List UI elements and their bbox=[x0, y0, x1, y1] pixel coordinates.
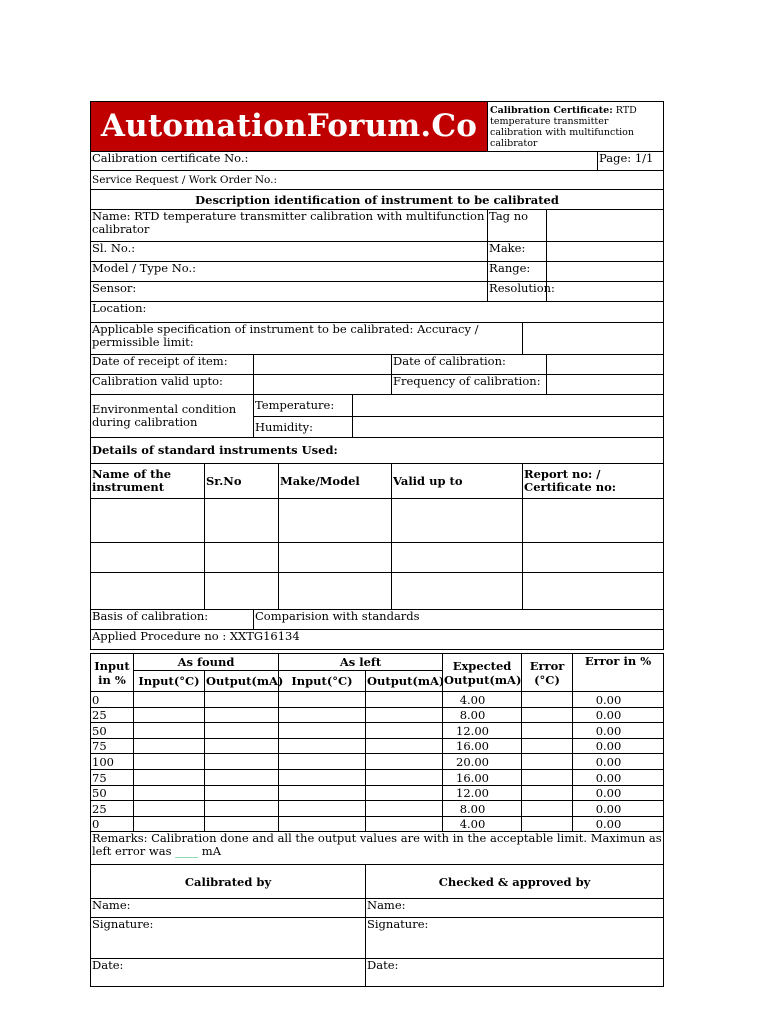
result-row bbox=[91, 769, 664, 785]
as-found-output-cell bbox=[205, 723, 279, 739]
error-cell bbox=[522, 738, 573, 754]
as-left-output-cell bbox=[366, 754, 443, 770]
input-pct-cell: 25 bbox=[91, 801, 134, 817]
col-error: Error (°C) bbox=[522, 654, 573, 692]
input-pct-cell: 25 bbox=[91, 707, 134, 723]
as-found-input-cell bbox=[134, 769, 205, 785]
as-found-input-cell bbox=[134, 801, 205, 817]
remarks-blank: ____ bbox=[175, 844, 199, 859]
as-found-output-cell bbox=[205, 816, 279, 832]
as-found-input-cell bbox=[134, 738, 205, 754]
valid-upto-value bbox=[254, 375, 392, 395]
result-row bbox=[91, 707, 664, 723]
as-found-input-cell bbox=[134, 785, 205, 801]
instrument-name-label: Name: RTD temperature transmitter calibration with multifunction calibrator bbox=[91, 210, 488, 242]
input-pct-cell: 75 bbox=[91, 738, 134, 754]
certificate-title bbox=[488, 102, 664, 152]
certificate-title-text: RTD temperature transmitter calibration with multifunction calibrator bbox=[490, 104, 637, 149]
basis-value: Comparision with standards bbox=[254, 610, 664, 630]
standards-col-report: Report no: / Certificate no: bbox=[523, 464, 664, 499]
as-found-input-cell bbox=[134, 754, 205, 770]
as-left-input-cell bbox=[279, 785, 366, 801]
col-error-pct: Error in % bbox=[573, 654, 664, 692]
standards-col-name: Name of the instrument bbox=[91, 464, 205, 499]
calibrated-by-heading: Calibrated by bbox=[91, 865, 366, 899]
basis-label: Basis of calibration: bbox=[91, 610, 254, 630]
error-cell bbox=[522, 769, 573, 785]
calibrated-by-date: Date: bbox=[91, 959, 366, 987]
error-cell bbox=[522, 723, 573, 739]
tag-no-label: Tag no bbox=[488, 210, 547, 242]
as-found-input-cell bbox=[134, 692, 205, 708]
service-request-label: Service Request / Work Order No.: bbox=[91, 171, 664, 190]
expected-output-cell: 12.00 bbox=[443, 723, 522, 739]
receipt-date-value bbox=[254, 355, 392, 375]
error-cell bbox=[522, 692, 573, 708]
input-pct-cell: 100 bbox=[91, 754, 134, 770]
result-row bbox=[91, 785, 664, 801]
resolution-label: Resolution: bbox=[488, 282, 547, 302]
as-left-output-cell bbox=[366, 785, 443, 801]
certificate-title-label: Calibration Certificate: bbox=[490, 104, 613, 116]
calibrated-by-name: Name: bbox=[91, 899, 366, 918]
standards-col-valid: Valid up to bbox=[392, 464, 523, 499]
sensor-label: Sensor: bbox=[91, 282, 488, 302]
calibration-date-label: Date of calibration: bbox=[392, 355, 547, 375]
results-section bbox=[90, 653, 663, 987]
as-left-output-cell bbox=[366, 707, 443, 723]
make-label: Make: bbox=[488, 242, 547, 262]
tag-no-value bbox=[547, 210, 664, 242]
as-found-input-col: Input(°C) bbox=[134, 671, 205, 692]
calibration-date-value bbox=[547, 355, 664, 375]
input-pct-cell: 75 bbox=[91, 769, 134, 785]
error-pct-cell: 0.00 bbox=[573, 816, 664, 832]
input-pct-cell: 0 bbox=[91, 816, 134, 832]
as-found-output-cell bbox=[205, 801, 279, 817]
error-pct-cell: 0.00 bbox=[573, 801, 664, 817]
expected-output-cell: 8.00 bbox=[443, 707, 522, 723]
col-expected-output: Expected Output(mA) bbox=[443, 654, 522, 692]
expected-output-cell: 12.00 bbox=[443, 785, 522, 801]
col-as-found: As found bbox=[134, 654, 279, 671]
humidity-label: Humidity: bbox=[254, 417, 353, 438]
expected-output-cell: 4.00 bbox=[443, 816, 522, 832]
location-label: Location: bbox=[91, 302, 664, 323]
sl-no-label: Sl. No.: bbox=[91, 242, 488, 262]
make-value bbox=[547, 242, 664, 262]
standards-row bbox=[91, 573, 664, 610]
as-left-output-cell bbox=[366, 769, 443, 785]
certificate-table bbox=[90, 101, 664, 650]
as-left-input-cell bbox=[279, 754, 366, 770]
as-found-output-cell bbox=[205, 707, 279, 723]
expected-output-cell: 20.00 bbox=[443, 754, 522, 770]
applied-procedure: Applied Procedure no : XXTG16134 bbox=[91, 630, 664, 650]
frequency-label: Frequency of calibration: bbox=[392, 375, 547, 395]
result-row bbox=[91, 692, 664, 708]
as-found-output-cell bbox=[205, 754, 279, 770]
as-found-input-cell bbox=[134, 723, 205, 739]
as-found-output-cell bbox=[205, 738, 279, 754]
error-cell bbox=[522, 754, 573, 770]
result-row bbox=[91, 723, 664, 739]
error-cell bbox=[522, 785, 573, 801]
results-table bbox=[90, 653, 664, 987]
as-left-input-cell bbox=[279, 738, 366, 754]
as-found-input-cell bbox=[134, 816, 205, 832]
as-left-output-cell bbox=[366, 801, 443, 817]
temperature-value bbox=[353, 395, 664, 417]
standards-col-srno: Sr.No bbox=[205, 464, 279, 499]
error-cell bbox=[522, 816, 573, 832]
result-row bbox=[91, 738, 664, 754]
valid-upto-label: Calibration valid upto: bbox=[91, 375, 254, 395]
range-value bbox=[547, 262, 664, 282]
as-left-output-cell bbox=[366, 738, 443, 754]
specification-value bbox=[523, 323, 664, 355]
as-found-output-cell bbox=[205, 785, 279, 801]
as-left-input-cell bbox=[279, 723, 366, 739]
error-pct-cell: 0.00 bbox=[573, 769, 664, 785]
calibrated-by-signature: Signature: bbox=[91, 918, 366, 959]
remarks bbox=[91, 832, 664, 865]
approved-by-heading: Checked & approved by bbox=[366, 865, 664, 899]
calibration-certificate bbox=[90, 101, 663, 650]
error-cell bbox=[522, 801, 573, 817]
as-left-output-cell bbox=[366, 816, 443, 832]
standards-col-make: Make/Model bbox=[279, 464, 392, 499]
error-cell bbox=[522, 707, 573, 723]
expected-output-cell: 8.00 bbox=[443, 801, 522, 817]
result-row bbox=[91, 816, 664, 832]
error-pct-cell: 0.00 bbox=[573, 707, 664, 723]
error-pct-cell: 0.00 bbox=[573, 692, 664, 708]
col-input-pct: Input in % bbox=[91, 654, 134, 692]
frequency-value bbox=[547, 375, 664, 395]
input-pct-cell: 50 bbox=[91, 785, 134, 801]
as-left-output-cell bbox=[366, 723, 443, 739]
approved-by-signature: Signature: bbox=[366, 918, 664, 959]
col-as-left: As left bbox=[279, 654, 443, 671]
environment-label: Environmental condition during calibration bbox=[91, 395, 254, 438]
as-found-output-cell bbox=[205, 692, 279, 708]
as-left-output-cell bbox=[366, 692, 443, 708]
as-left-input-col: Input(°C) bbox=[279, 671, 366, 692]
cert-number-label: Calibration certificate No.: bbox=[91, 152, 598, 171]
expected-output-cell: 16.00 bbox=[443, 769, 522, 785]
model-label: Model / Type No.: bbox=[91, 262, 488, 282]
remarks-text: Remarks: Calibration done and all the output values are with in the acceptable limit. Maximun as left error was bbox=[92, 831, 662, 859]
error-pct-cell: 0.00 bbox=[573, 738, 664, 754]
as-found-output-cell bbox=[205, 769, 279, 785]
standards-row bbox=[91, 499, 664, 543]
error-pct-cell: 0.00 bbox=[573, 785, 664, 801]
expected-output-cell: 4.00 bbox=[443, 692, 522, 708]
as-left-input-cell bbox=[279, 692, 366, 708]
page-indicator: Page: 1/1 bbox=[598, 152, 664, 171]
expected-output-cell: 16.00 bbox=[443, 738, 522, 754]
as-left-input-cell bbox=[279, 816, 366, 832]
as-left-input-cell bbox=[279, 769, 366, 785]
as-found-input-cell bbox=[134, 707, 205, 723]
approved-by-date: Date: bbox=[366, 959, 664, 987]
as-found-output-col: Output(mA) bbox=[205, 671, 279, 692]
resolution-value bbox=[547, 282, 664, 302]
input-pct-cell: 50 bbox=[91, 723, 134, 739]
error-pct-cell: 0.00 bbox=[573, 754, 664, 770]
standards-row bbox=[91, 543, 664, 573]
result-row bbox=[91, 801, 664, 817]
result-row bbox=[91, 754, 664, 770]
brand-logo: AutomationForum.Co bbox=[91, 102, 488, 152]
range-label: Range: bbox=[488, 262, 547, 282]
error-pct-cell: 0.00 bbox=[573, 723, 664, 739]
specification-label: Applicable specification of instrument to be calibrated: Accuracy / permissible limit: bbox=[91, 323, 523, 355]
as-left-input-cell bbox=[279, 801, 366, 817]
input-pct-cell: 0 bbox=[91, 692, 134, 708]
approved-by-name: Name: bbox=[366, 899, 664, 918]
remarks-unit: mA bbox=[198, 844, 222, 859]
instrument-section-title: Description identification of instrument to be calibrated bbox=[91, 190, 664, 210]
as-left-input-cell bbox=[279, 707, 366, 723]
temperature-label: Temperature: bbox=[254, 395, 353, 417]
receipt-date-label: Date of receipt of item: bbox=[91, 355, 254, 375]
as-left-output-col: Output(mA) bbox=[366, 671, 443, 692]
standards-section-title: Details of standard instruments Used: bbox=[91, 438, 664, 464]
humidity-value bbox=[353, 417, 664, 438]
